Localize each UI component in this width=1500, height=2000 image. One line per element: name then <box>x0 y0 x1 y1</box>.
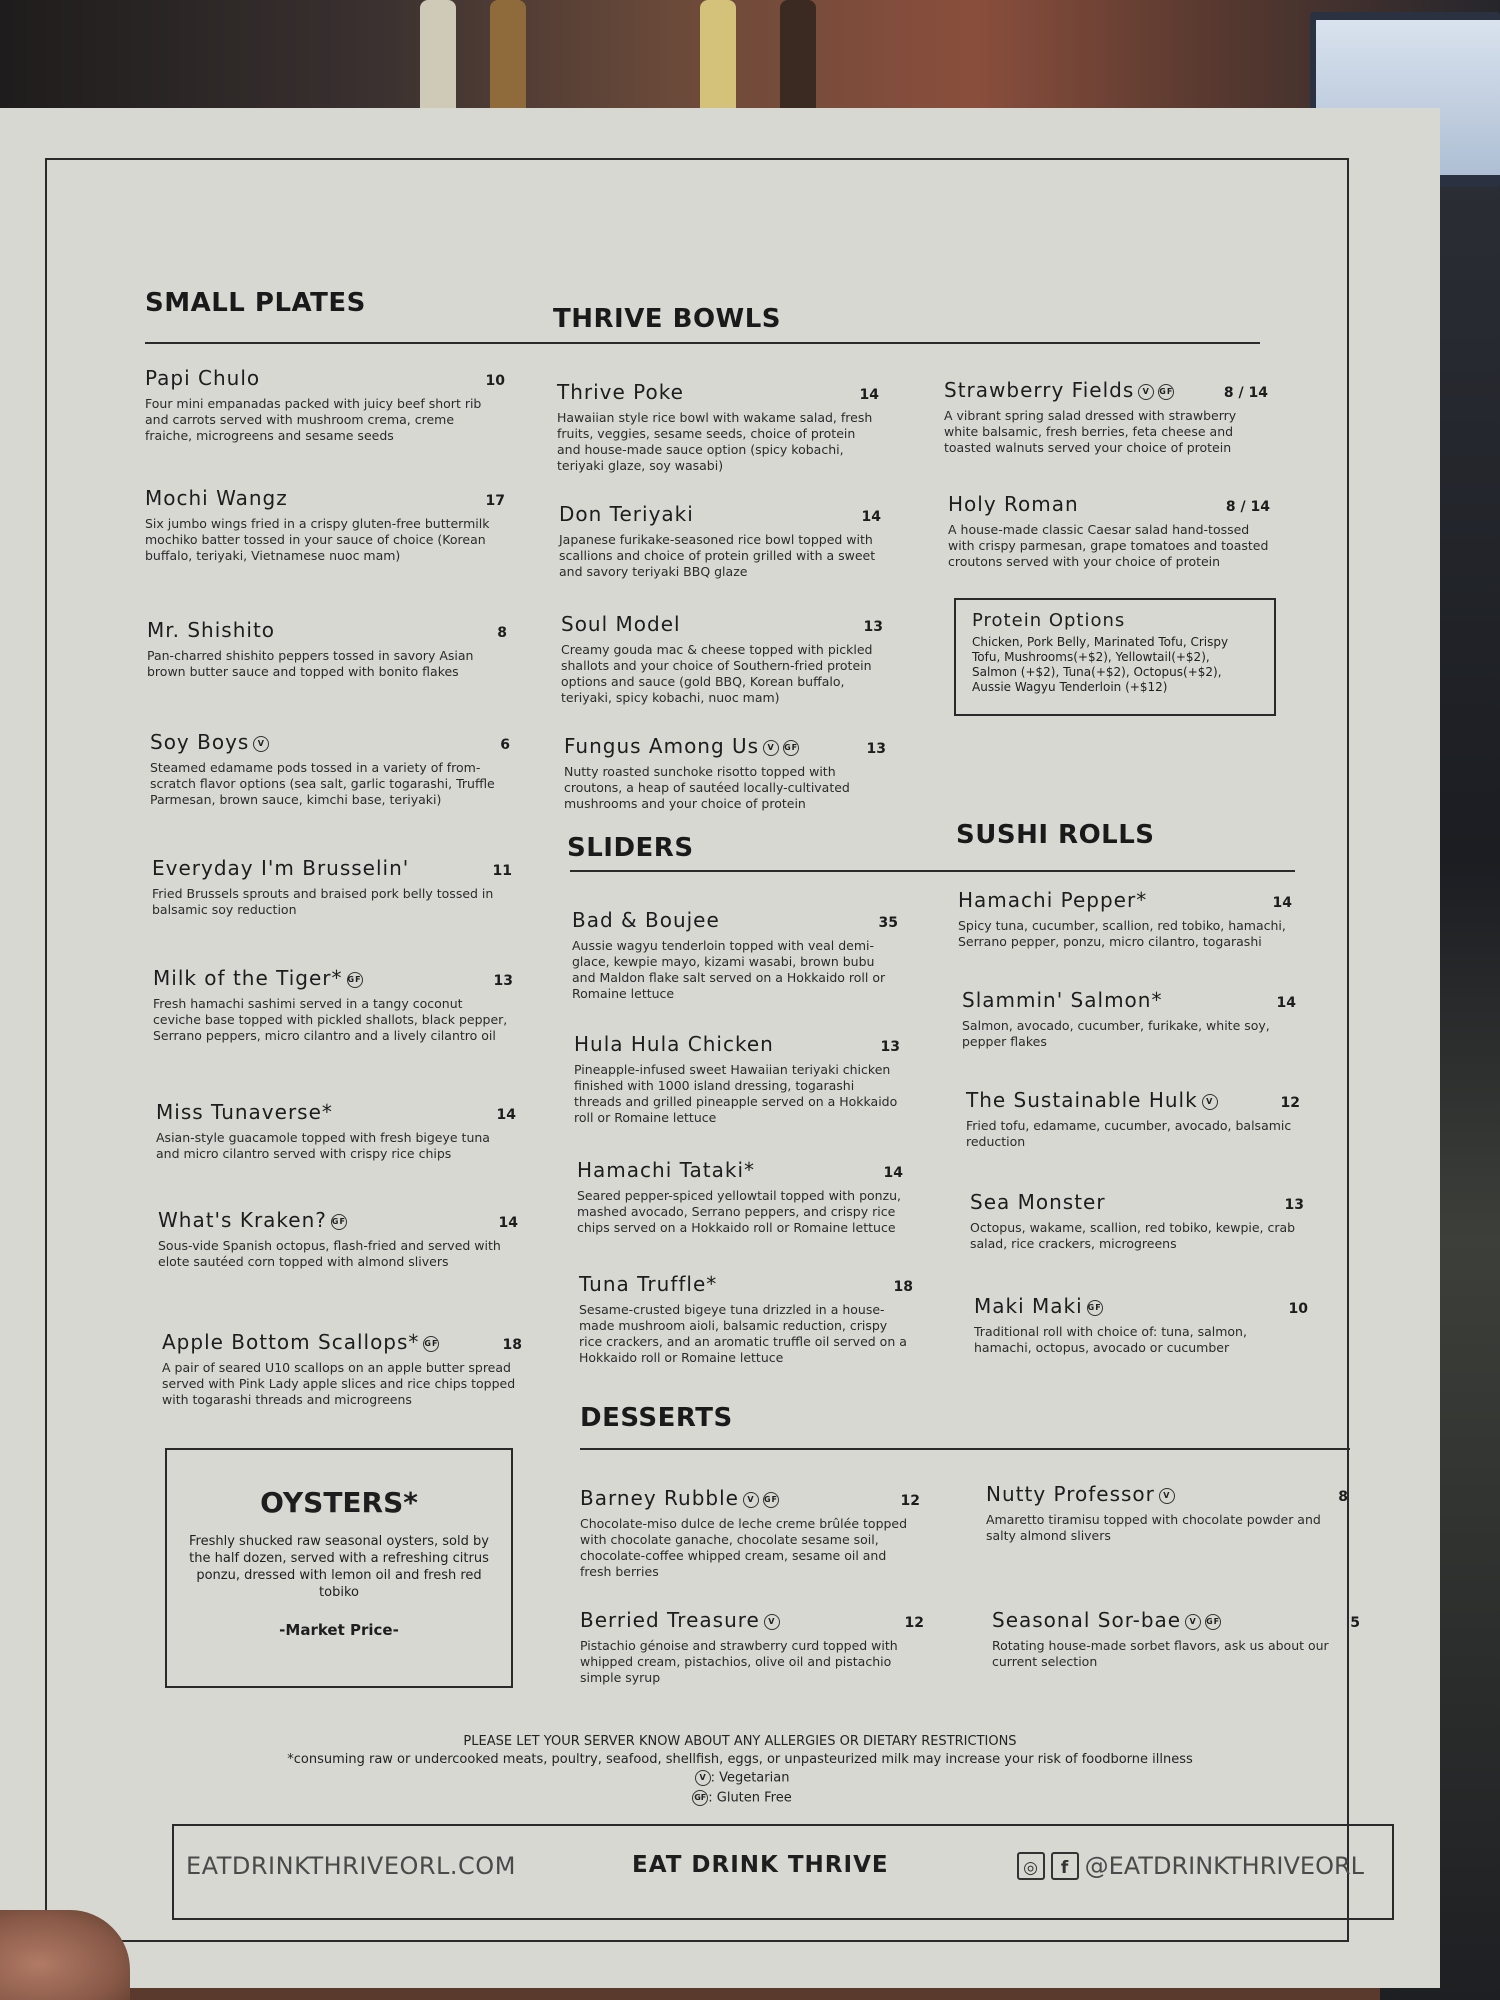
item-name: Sea Monster <box>970 1190 1106 1214</box>
item-name: Don Teriyaki <box>559 502 694 526</box>
gluten-free-legend <box>240 1790 1240 1806</box>
item-name: Soy Boys <box>150 730 250 754</box>
item-price: 8 / 14 <box>1225 499 1270 515</box>
divider <box>570 870 1295 872</box>
footer <box>172 1824 1394 1920</box>
menu-item <box>559 502 881 580</box>
menu-item <box>145 486 505 564</box>
item-name: Apple Bottom Scallops* <box>162 1330 420 1354</box>
vegetarian-icon: V <box>695 1770 711 1786</box>
menu-item <box>152 856 512 918</box>
menu-item <box>564 734 886 812</box>
menu-item <box>156 1100 516 1162</box>
menu-item <box>150 730 510 808</box>
divider <box>145 342 1260 344</box>
item-description: Pistachio génoise and strawberry curd topped with whipped cream, pistachios, olive oil and pistachio simple syrup <box>580 1638 898 1685</box>
item-name: Soul Model <box>561 612 681 636</box>
item-description: Asian-style guacamole topped with fresh bigeye tuna and micro cilantro served with crispy rice chips <box>156 1130 490 1161</box>
gluten-free-icon: GF <box>347 972 363 988</box>
item-description: Traditional roll with choice of: tuna, salmon, hamachi, octopus, avocado or cucumber <box>974 1324 1247 1355</box>
menu-item <box>153 966 513 1044</box>
item-description: Aussie wagyu tenderloin topped with veal demi-glace, kewpie mayo, kizami wasabi, brown bubu and Maldon flake salt served on a Hokkaido roll or Romaine lettuce <box>572 938 886 1001</box>
allergy-notice: PLEASE LET YOUR SERVER KNOW ABOUT ANY ALLERGIES OR DIETARY RESTRICTIONS <box>463 1734 1017 1749</box>
item-price: 8 <box>1338 1489 1348 1505</box>
vegetarian-icon: V <box>763 740 779 756</box>
instagram-icon: ◎ <box>1017 1852 1045 1880</box>
vegetarian-icon: V <box>1202 1094 1218 1110</box>
menu-item <box>572 908 898 1002</box>
vegetarian-icon: V <box>253 736 269 752</box>
item-description: Seared pepper-spiced yellowtail topped with ponzu, mashed avocado, Serrano peppers, and crispy rice chips served on a Hokkaido roll or Romaine lettuce <box>577 1188 902 1235</box>
item-description: Amaretto tiramisu topped with chocolate powder and salty almond slivers <box>986 1512 1321 1543</box>
item-price: 14 <box>859 387 879 403</box>
item-description: Six jumbo wings fried in a crispy gluten-free buttermilk mochiko batter tossed in your sauce of choice (Korean buffalo, teriyaki, Vietnamese nuoc mam) <box>145 516 490 563</box>
item-price: 13 <box>863 619 883 635</box>
item-name: Slammin' Salmon* <box>962 988 1163 1012</box>
item-name: Mr. Shishito <box>147 618 276 642</box>
item-description: Fresh hamachi sashimi served in a tangy coconut ceviche base topped with pickled shallots, black pepper, Serrano peppers, micro cilantro and a lively cilantro oil <box>153 996 508 1043</box>
item-name: Papi Chulo <box>145 366 261 390</box>
menu-item <box>579 1272 913 1366</box>
oysters-price: -Market Price- <box>279 1621 399 1639</box>
section-thrive-bowls: THRIVE BOWLS <box>553 304 782 334</box>
item-price: 14 <box>1272 895 1292 911</box>
vegetarian-icon: V <box>743 1492 759 1508</box>
item-price: 13 <box>1284 1197 1304 1213</box>
item-price: 8 / 14 <box>1223 385 1268 401</box>
vegetarian-icon: V <box>1159 1488 1175 1504</box>
item-price: 18 <box>502 1337 522 1353</box>
menu-item <box>986 1482 1348 1544</box>
item-price: 14 <box>496 1107 516 1123</box>
item-description: Fried tofu, edamame, cucumber, avocado, balsamic reduction <box>966 1118 1292 1149</box>
section-small-plates: SMALL PLATES <box>145 288 366 318</box>
item-price: 17 <box>485 493 505 509</box>
item-name: Nutty Professor <box>986 1482 1155 1506</box>
gluten-free-icon: GF <box>423 1336 439 1352</box>
item-description: Spicy tuna, cucumber, scallion, red tobiko, hamachi, Serrano pepper, ponzu, micro cilantro, togarashi <box>958 918 1286 949</box>
item-name: Fungus Among Us <box>564 734 760 758</box>
menu-item <box>948 492 1270 570</box>
social-handle: @EATDRINKTHRIVEORL <box>1084 1852 1364 1880</box>
gluten-free-icon: GF <box>783 740 799 756</box>
oysters-title: OYSTERS* <box>260 1486 418 1519</box>
item-name: Mochi Wangz <box>145 486 288 510</box>
item-price: 13 <box>880 1039 900 1055</box>
bottle <box>700 0 736 110</box>
item-price: 14 <box>861 509 881 525</box>
item-description: Steamed edamame pods tossed in a variety of from-scratch flavor options (sea salt, garlic togarashi, Truffle Parmesan, brown sauce, kimchi base, teriyaki) <box>150 760 495 807</box>
item-name: Milk of the Tiger* <box>153 966 343 990</box>
item-name: Holy Roman <box>948 492 1079 516</box>
item-price: 35 <box>878 915 898 931</box>
item-name: What's Kraken? <box>158 1208 327 1232</box>
item-name: Seasonal Sor-bae <box>992 1608 1182 1632</box>
menu-item <box>974 1294 1308 1356</box>
raw-food-warning: *consuming raw or undercooked meats, poultry, seafood, shellfish, eggs, or unpasteurized milk may increase your risk of foodborne illness <box>287 1752 1193 1767</box>
item-description: Octopus, wakame, scallion, red tobiko, kewpie, crab salad, rice crackers, microgreens <box>970 1220 1296 1251</box>
bottle <box>420 0 456 110</box>
item-price: 10 <box>485 373 505 389</box>
item-description: Fried Brussels sprouts and braised pork belly tossed in balsamic soy reduction <box>152 886 494 917</box>
item-description: Sous-vide Spanish octopus, flash-fried and served with elote sautéed corn topped with almond slivers <box>158 1238 501 1269</box>
divider <box>580 1448 1350 1450</box>
item-price: 14 <box>498 1215 518 1231</box>
item-name: Bad & Boujee <box>572 908 720 932</box>
item-price: 18 <box>893 1279 913 1295</box>
menu-item <box>145 366 505 444</box>
menu-item <box>557 380 879 474</box>
item-description: Hawaiian style rice bowl with wakame salad, fresh fruits, veggies, sesame seeds, choice of protein and house-made sauce option (spicy kobachi, teriyaki glaze, soy wasabi) <box>557 410 873 473</box>
item-description: A vibrant spring salad dressed with strawberry white balsamic, fresh berries, feta cheese and toasted walnuts served your choice of protein <box>944 408 1237 455</box>
gluten-free-icon: GF <box>763 1492 779 1508</box>
menu-item <box>992 1608 1360 1670</box>
item-name: Barney Rubble <box>580 1486 739 1510</box>
menu-item <box>580 1608 924 1686</box>
item-price: 14 <box>883 1165 903 1181</box>
menu-item <box>580 1486 920 1580</box>
vegetarian-legend <box>240 1770 1240 1786</box>
item-price: 13 <box>493 973 513 989</box>
menu-item <box>574 1032 900 1126</box>
oysters-description: Freshly shucked raw seasonal oysters, sold by the half dozen, served with a refreshing citrus ponzu, dressed with lemon oil and fresh red tobiko <box>189 1534 489 1600</box>
item-name: Strawberry Fields <box>944 378 1135 402</box>
section-sushi-rolls: SUSHI ROLLS <box>956 820 1155 850</box>
menu-item <box>162 1330 522 1408</box>
item-name: Miss Tunaverse* <box>156 1100 333 1124</box>
item-description: Chocolate-miso dulce de leche creme brûlée topped with chocolate ganache, chocolate sesame soil, chocolate-coffee whipped cream, sesame oil and fresh berries <box>580 1516 908 1579</box>
item-description: Sesame-crusted bigeye tuna drizzled in a house-made mushroom aioli, balsamic reduction, crispy rice crackers, and an aromatic truffle oil served on a Hokkaido roll or Romaine lettuce <box>579 1302 907 1365</box>
item-price: 6 <box>500 737 510 753</box>
item-name: Hula Hula Chicken <box>574 1032 774 1056</box>
item-description: Pan-charred shishito peppers tossed in savory Asian brown butter sauce and topped with bonito flakes <box>147 648 474 679</box>
item-description: Salmon, avocado, cucumber, furikake, white soy, pepper flakes <box>962 1018 1270 1049</box>
menu-item <box>147 618 507 680</box>
item-price: 12 <box>904 1615 924 1631</box>
item-description: A pair of seared U10 scallops on an apple butter spread served with Pink Lady apple slices and rice chips topped with togarashi threads and microgreens <box>162 1360 516 1407</box>
item-name: The Sustainable Hulk <box>966 1088 1198 1112</box>
item-price: 13 <box>866 741 886 757</box>
menu-item <box>561 612 883 706</box>
item-description: Creamy gouda mac & cheese topped with pickled shallots and your choice of Southern-fried protein options and sauce (gold BBQ, Korean buffalo, teriyaki, spicy kobachi, nuoc mam) <box>561 642 873 705</box>
menu-sheet <box>0 108 1440 1988</box>
item-name: Everyday I'm Brusselin' <box>152 856 410 880</box>
section-desserts: DESSERTS <box>580 1403 733 1433</box>
vegetarian-icon: V <box>1138 384 1154 400</box>
social-handle-group <box>1017 1852 1364 1880</box>
oysters-box <box>165 1448 513 1688</box>
section-sliders: SLIDERS <box>567 833 694 863</box>
brand-name: EAT DRINK THRIVE <box>632 1852 889 1878</box>
menu-item <box>577 1158 903 1236</box>
menu-item <box>962 988 1296 1050</box>
menu-item <box>158 1208 518 1270</box>
item-price: 5 <box>1350 1615 1360 1631</box>
bottle <box>490 0 526 110</box>
item-price: 12 <box>1280 1095 1300 1111</box>
gluten-free-icon: GF <box>1158 384 1174 400</box>
item-name: Hamachi Pepper* <box>958 888 1148 912</box>
item-description: Four mini empanadas packed with juicy beef short rib and carrots served with mushroom crema, creme fraiche, microgreens and sesame seeds <box>145 396 482 443</box>
item-name: Berried Treasure <box>580 1608 760 1632</box>
item-description: Pineapple-infused sweet Hawaiian teriyaki chicken finished with 1000 island dressing, togarashi threads and grilled pineapple served on a Hokkaido roll or Romaine lettuce <box>574 1062 898 1125</box>
item-description: Nutty roasted sunchoke risotto topped with croutons, a heap of sautéed locally-cultivated mushrooms and your choice of protein <box>564 764 850 811</box>
menu-item <box>970 1190 1304 1252</box>
item-name: Tuna Truffle* <box>579 1272 718 1296</box>
item-name: Maki Maki <box>974 1294 1083 1318</box>
gluten-free-icon: GF <box>1205 1614 1221 1630</box>
item-price: 10 <box>1288 1301 1308 1317</box>
menu-item <box>958 888 1292 950</box>
gluten-free-icon: GF <box>692 1790 708 1806</box>
item-description: A house-made classic Caesar salad hand-tossed with crispy parmesan, grape tomatoes and toasted croutons served with your choice of protein <box>948 522 1269 569</box>
bottle <box>780 0 816 110</box>
gluten-free-legend-label: : Gluten Free <box>708 1790 792 1806</box>
menu-item <box>966 1088 1300 1150</box>
protein-title: Protein Options <box>972 610 1126 631</box>
item-description: Japanese furikake-seasoned rice bowl topped with scallions and choice of protein grilled with a sweet and savory teriyaki BBQ glaze <box>559 532 876 579</box>
vegetarian-legend-label: : Vegetarian <box>710 1770 790 1786</box>
gluten-free-icon: GF <box>1087 1300 1103 1316</box>
item-name: Thrive Poke <box>557 380 684 404</box>
item-price: 14 <box>1276 995 1296 1011</box>
protein-description: Chicken, Pork Belly, Marinated Tofu, Crispy Tofu, Mushrooms(+$2), Yellowtail(+$2), Salmon (+$2), Tuna(+$2), Octopus(+$2), Aussie Wagyu Tenderloin (+$12) <box>972 635 1229 694</box>
vegetarian-icon: V <box>1185 1614 1201 1630</box>
item-price: 8 <box>497 625 507 641</box>
vegetarian-icon: V <box>764 1614 780 1630</box>
menu-item <box>944 378 1268 456</box>
item-price: 12 <box>900 1493 920 1509</box>
facebook-icon: f <box>1051 1852 1079 1880</box>
gluten-free-icon: GF <box>331 1214 347 1230</box>
item-price: 11 <box>492 863 512 879</box>
item-description: Rotating house-made sorbet flavors, ask us about our current selection <box>992 1638 1329 1669</box>
item-name: Hamachi Tataki* <box>577 1158 756 1182</box>
protein-options-box <box>954 598 1276 716</box>
website-url: EATDRINKTHRIVEORL.COM <box>186 1852 516 1880</box>
